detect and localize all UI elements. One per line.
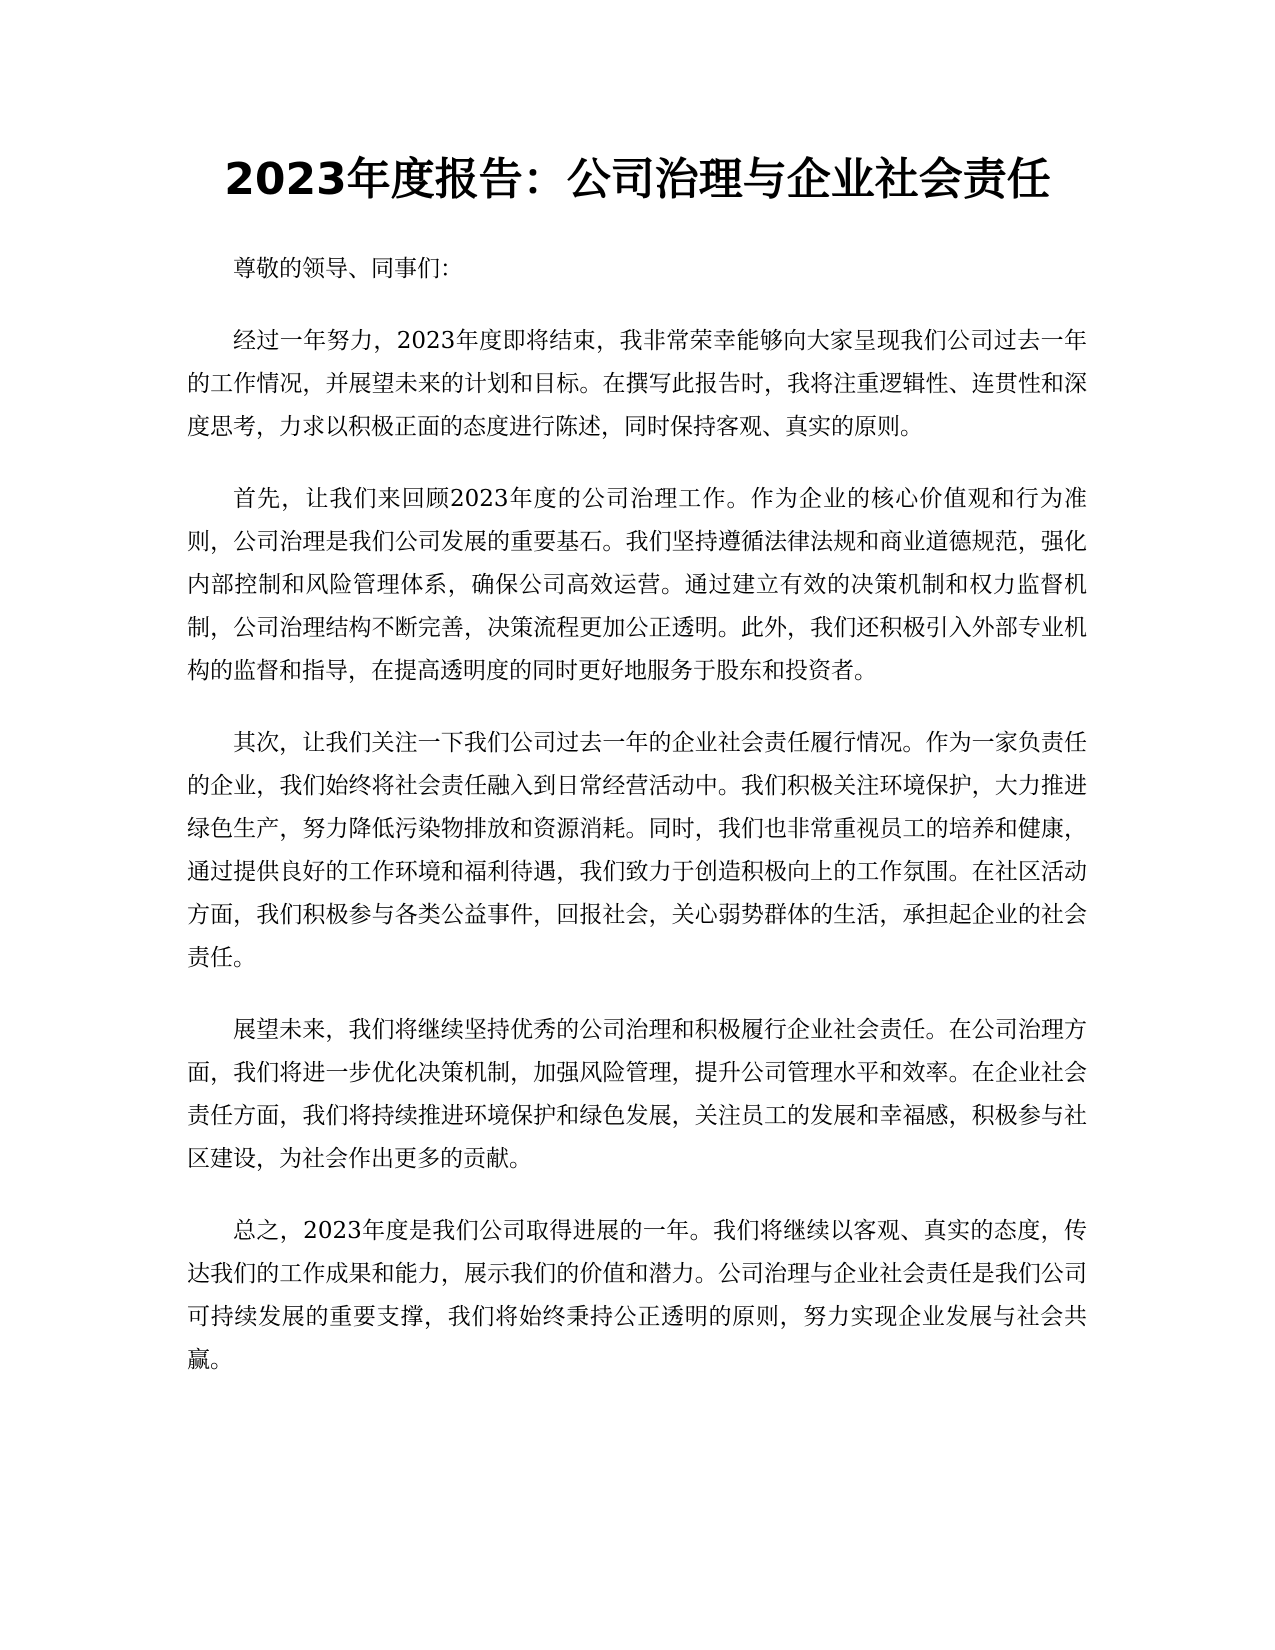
intro-paragraph: 经过一年努力，2023年度即将结束，我非常荣幸能够向大家呈现我们公司过去一年的工作情况，并展望未来的计划和目标。在撰写此报告时，我将注重逻辑性、连贯性和深度思考，力求以积极正面的态度进行陈述，同时保持客观、真实的原则。 [187, 328, 1087, 440]
document-title: 2023年度报告：公司治理与企业社会责任 [224, 154, 1051, 205]
conclusion-paragraph: 总之，2023年度是我们公司取得进展的一年。我们将继续以客观、真实的态度，传达我们的工作成果和能力，展示我们的价值和潜力。公司治理与企业社会责任是我们公司可持续发展的重要支撑，我们将始终秉持公正透明的原则，努力实现企业发展与社会共赢。 [187, 1218, 1087, 1373]
governance-paragraph: 首先，让我们来回顾2023年度的公司治理工作。作为企业的核心价值观和行为准则，公司治理是我们公司发展的重要基石。我们坚持遵循法律法规和商业道德规范，强化内部控制和风险管理体系，确保公司高效运营。通过建立有效的决策机制和权力监督机制，公司治理结构不断完善，决策流程更加公正透明。此外，我们还积极引入外部专业机构的监督和指导，在提高透明度的同时更好地服务于股东和投资者。 [187, 486, 1087, 684]
outlook-paragraph: 展望未来，我们将继续坚持优秀的公司治理和积极履行企业社会责任。在公司治理方面，我们将进一步优化决策机制，加强风险管理，提升公司管理水平和效率。在企业社会责任方面，我们将持续推进环境保护和绿色发展，关注员工的发展和幸福感，积极参与社区建设，为社会作出更多的贡献。 [187, 1017, 1087, 1172]
document-body [187, 248, 1087, 1411]
csr-paragraph: 其次，让我们关注一下我们公司过去一年的企业社会责任履行情况。作为一家负责任的企业，我们始终将社会责任融入到日常经营活动中。我们积极关注环境保护，大力推进绿色生产，努力降低污染物排放和资源消耗。同时，我们也非常重视员工的培养和健康，通过提供良好的工作环境和福利待遇，我们致力于创造积极向上的工作氛围。在社区活动方面，我们积极参与各类公益事件，回报社会，关心弱势群体的生活，承担起企业的社会责任。 [187, 730, 1087, 971]
salutation-paragraph: 尊敬的领导、同事们： [233, 256, 463, 282]
